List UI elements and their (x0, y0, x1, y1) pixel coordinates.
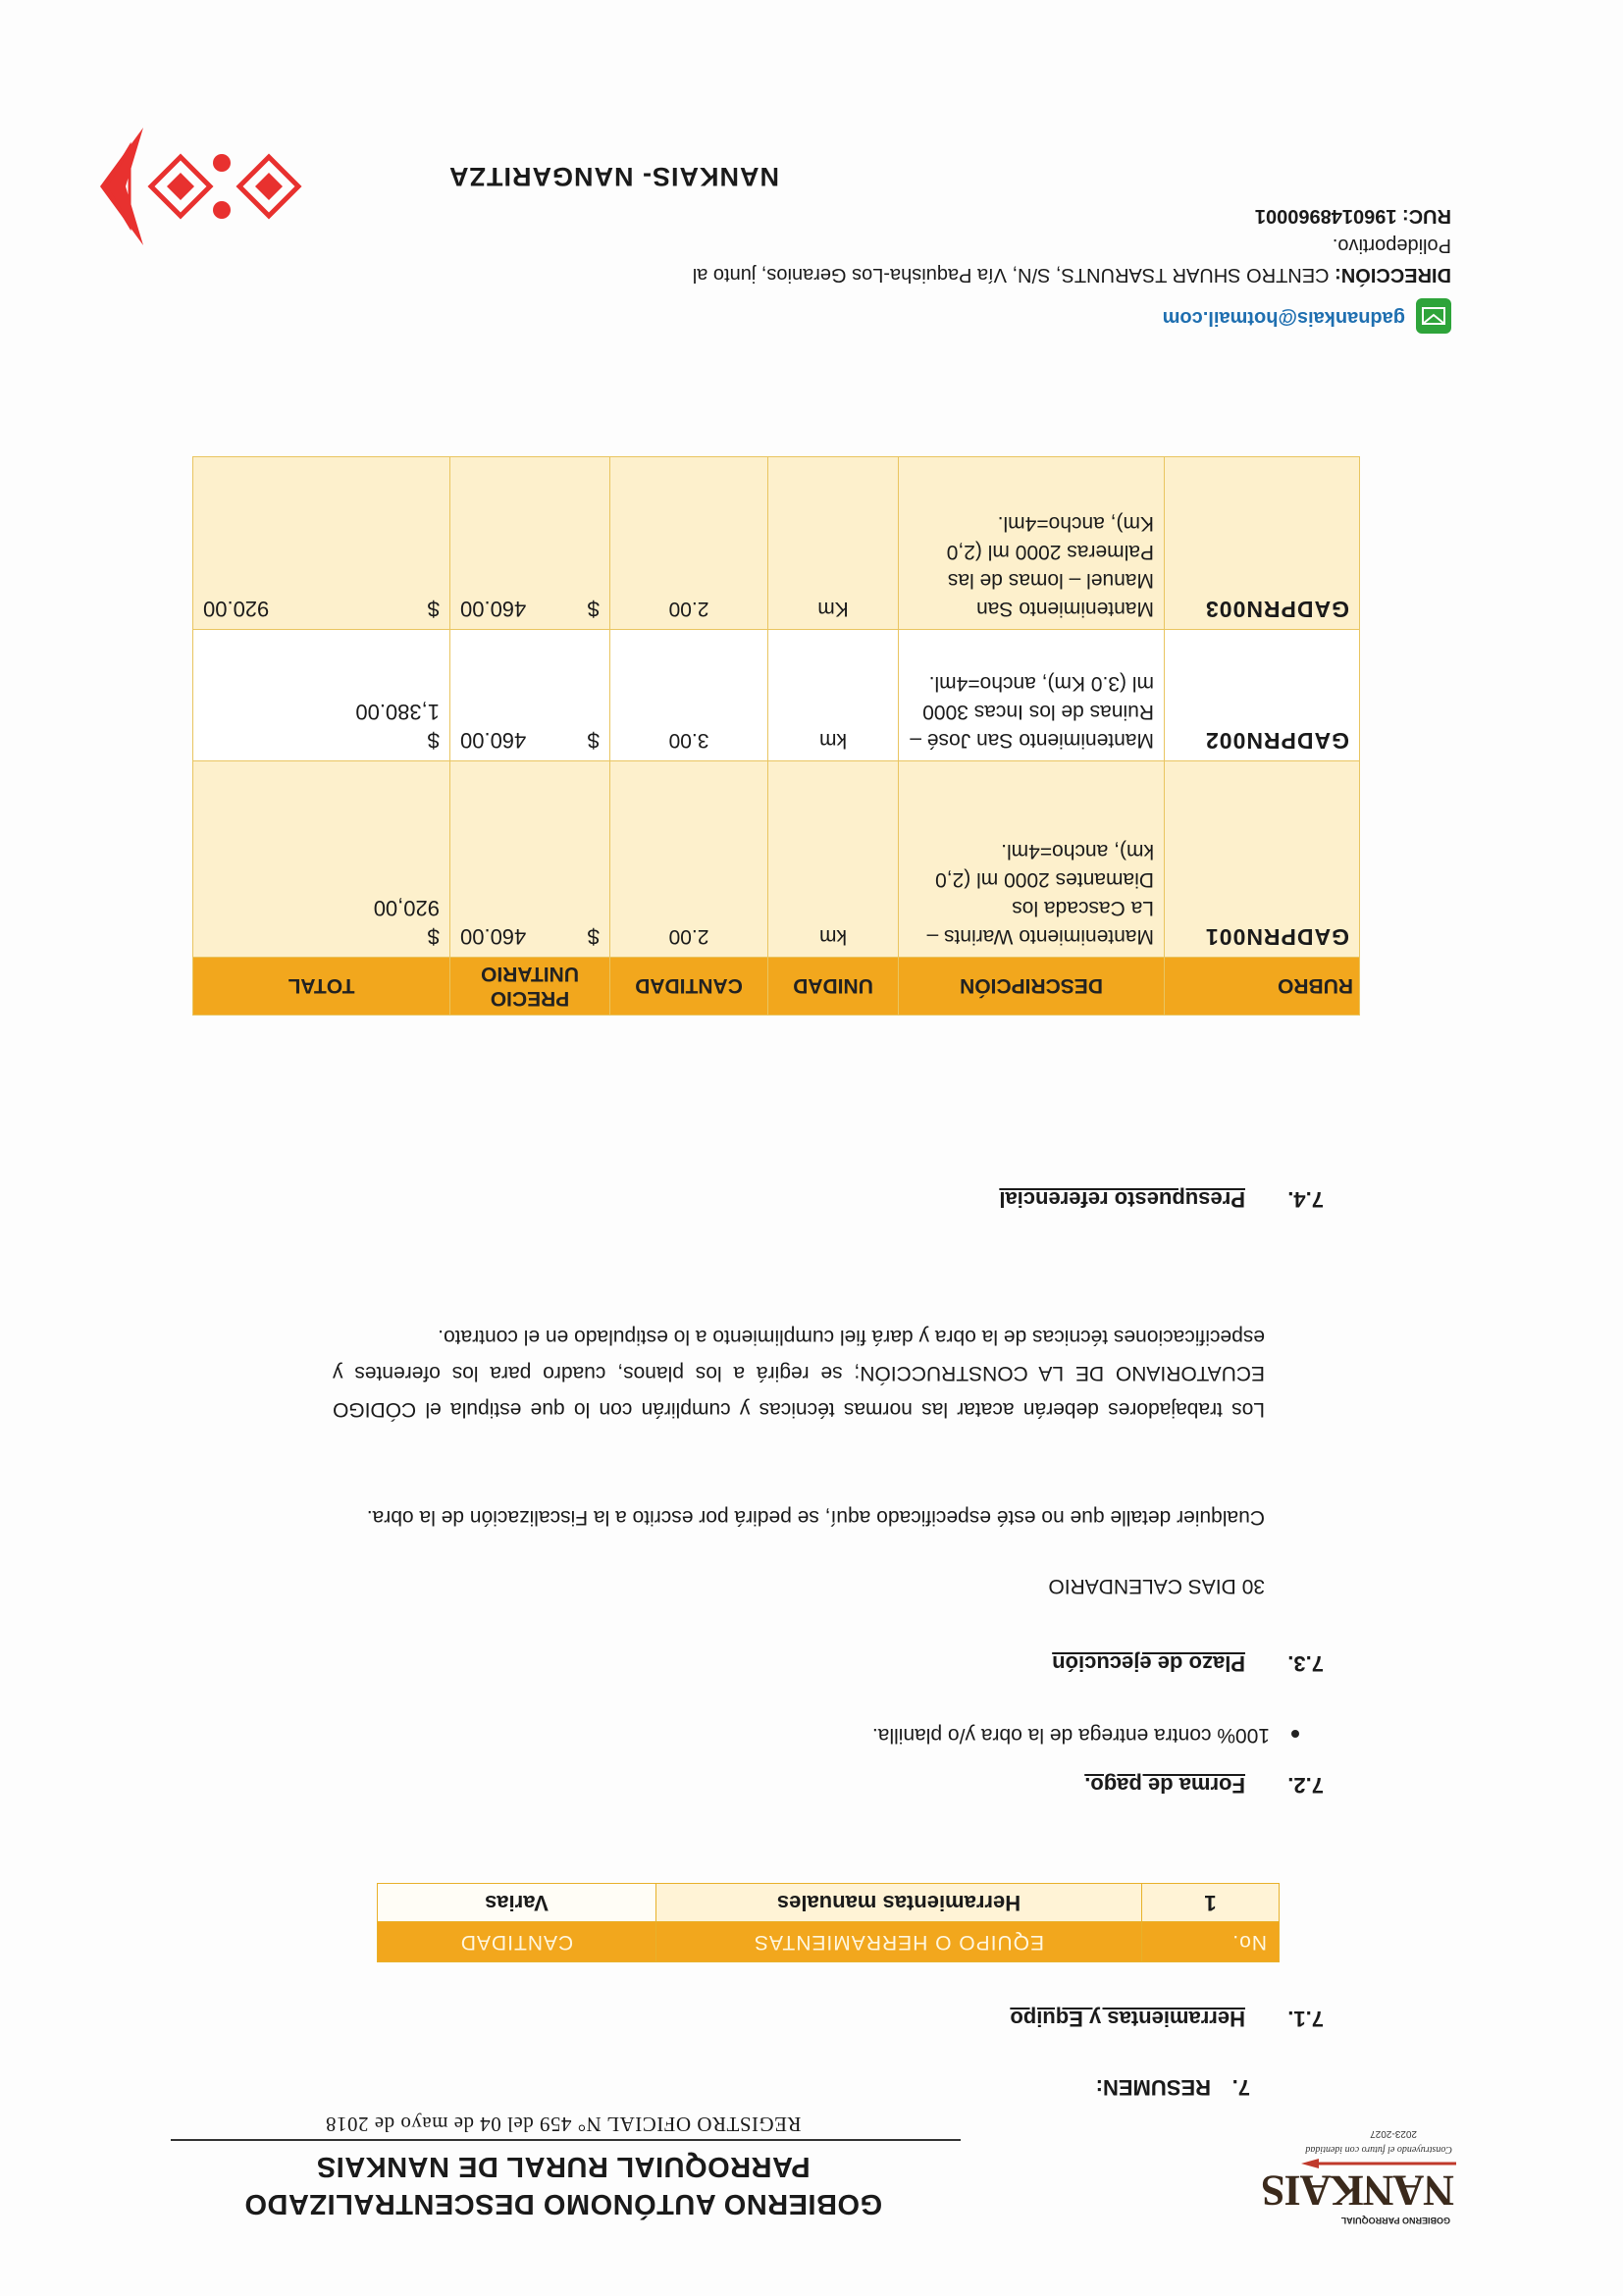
logo-name: NANKAIS (1262, 2166, 1454, 2215)
section-7-4-number: 7.4. (1287, 1187, 1324, 1212)
budget-cell-cantidad: 3.00 (610, 630, 768, 761)
currency-symbol: $ (587, 597, 600, 621)
address-label: DIRECCIÓN: (1335, 264, 1451, 286)
budget-total-value: 920.00 (203, 597, 270, 621)
table-row (193, 761, 1360, 958)
budget-cell-cantidad: 2.00 (610, 457, 768, 630)
bullet-icon (1291, 1730, 1299, 1738)
address-line-2: Polideportivo. (1332, 235, 1451, 256)
budget-cell-descripcion: Mantenimiento Warints – La Cascada los Diamantes 2000 ml (2,0 km), ancho=4ml. (899, 761, 1165, 958)
normas-paragraph: Los trabajadores deberán acatar las normas técnicas y cumplirán con lo que estipula el CÓDIGO ECUATORIANO DE LA CONSTRUCCIÓN; se regirá a los planos, cuadro para los oferentes y especificaciones técnicas de la obra y dará fiel cumplimiento a lo estipulado en el contrato. (333, 1326, 1265, 1421)
currency-symbol: $ (587, 728, 600, 753)
nankais-logo (1262, 2112, 1456, 2229)
tools-header-equipo: EQUIPO O HERRAMIENTAS (656, 1922, 1142, 1962)
budget-precio-value: 460.00 (460, 728, 527, 753)
budget-cell-unidad: Km (768, 457, 899, 630)
email-icon (1416, 298, 1451, 334)
summary-number: 7. (1231, 2075, 1250, 2100)
registry-text: REGISTRO OFICIAL N° 459 del 04 de mayo de 2018 (325, 2113, 802, 2136)
budget-cell-total (193, 630, 450, 761)
budget-header-precio: PRECIO UNITARIO (450, 958, 610, 1016)
logo-tagline: Construyendo el futuro con identidad (1305, 2144, 1452, 2155)
summary-title: RESUMEN: (1095, 2075, 1211, 2100)
currency-symbol: $ (587, 924, 600, 949)
budget-cell-unidad: km (768, 630, 899, 761)
header-title-line1: GOBIERNO AUTÓNOMO DESCENTRALIZADO (243, 2188, 883, 2219)
section-7-1-title: Herramientas y Equipo (1010, 2007, 1245, 2031)
section-7-3-title: Plazo de ejecución (1052, 1651, 1245, 1676)
section-7-3-number: 7.3. (1287, 1651, 1324, 1676)
section-7-4-title: Presupuesto referencial (999, 1187, 1245, 1212)
table-row (378, 1884, 1280, 1922)
budget-table (192, 456, 1360, 1016)
currency-symbol: $ (427, 728, 440, 753)
budget-total-value: 1,380.00 (355, 700, 440, 724)
budget-cell-precio (450, 457, 610, 630)
budget-cell-descripcion: Mantenimiento San José – Ruinas de los Incas 3000 ml (3.0 Km), ancho=4ml. (899, 630, 1165, 761)
section-7-1-number: 7.1. (1287, 2007, 1324, 2031)
table-row (193, 457, 1360, 630)
ethnic-ornament-icon (92, 118, 308, 255)
logo-years: 2023-2027 (1370, 2128, 1417, 2139)
budget-header-cantidad: CANTIDAD (610, 958, 768, 1016)
budget-total-value: 920,00 (373, 896, 440, 920)
budget-cell-unidad: km (768, 761, 899, 958)
budget-header-descripcion: DESCRIPCIÓN (899, 958, 1165, 1016)
currency-symbol: $ (427, 597, 440, 621)
logo-small-text: GOBIERNO PARROQUIAL (1340, 2216, 1450, 2225)
budget-precio-value: 460.00 (460, 924, 527, 949)
budget-cell-total (193, 457, 450, 630)
currency-symbol: $ (427, 924, 440, 949)
budget-header-unidad: UNIDAD (768, 958, 899, 1016)
tools-table (377, 1883, 1280, 1962)
address-text: CENTRO SHUAR TSARUNTS, S/N, Vía Paquisha-Los Geranios, junto al (692, 264, 1330, 286)
budget-header-total: TOTAL (193, 958, 450, 1016)
budget-cell-precio (450, 630, 610, 761)
tools-cell-no: 1 (1142, 1884, 1280, 1922)
budget-precio-value: 460.00 (460, 597, 527, 621)
budget-cell-rubro: GADPRN002 (1165, 630, 1360, 761)
tools-cell-cantidad: Varias (378, 1884, 656, 1922)
tools-cell-equipo: Herramientas manuales (656, 1884, 1142, 1922)
budget-cell-precio (450, 761, 610, 958)
plazo-text: 30 DIAS CALENDARIO (1048, 1575, 1265, 1597)
budget-header-rubro: RUBRO (1165, 958, 1360, 1016)
budget-cell-rubro: GADPRN001 (1165, 761, 1360, 958)
payment-text: 100% contra entrega de la obra y/o planilla. (871, 1724, 1270, 1747)
address-line (529, 260, 1451, 289)
tools-header-cantidad: CANTIDAD (378, 1922, 656, 1962)
section-7-2-title: Forma de pago. (1084, 1773, 1245, 1798)
tools-header-no: No. (1142, 1922, 1280, 1962)
email-link[interactable]: gadnankais@hotmail.com (1162, 307, 1405, 329)
budget-cell-cantidad: 2.00 (610, 761, 768, 958)
budget-cell-total (193, 761, 450, 958)
table-row (193, 630, 1360, 761)
budget-cell-rubro: GADPRN003 (1165, 457, 1360, 630)
header-title-line2: PARROQUIAL RURAL DE NANKAIS (316, 2151, 811, 2182)
logo-arrow-icon (1299, 2159, 1456, 2168)
footer-brand: NANKAIS- NANGARITZA (448, 162, 779, 191)
budget-cell-descripcion: Mantenimiento San Manuel – lomas de las Palmeras 2000 ml (2,0 Km), ancho=4ml. (899, 457, 1165, 630)
detalle-paragraph: Cualquier detalle que no esté especificado aquí, se pedirá por escrito a la Fiscalización de la obra. (366, 1506, 1265, 1529)
header-divider (171, 2139, 961, 2141)
section-7-2-number: 7.2. (1287, 1773, 1324, 1798)
ruc-text: RUC: 1960148960001 (1254, 205, 1451, 227)
